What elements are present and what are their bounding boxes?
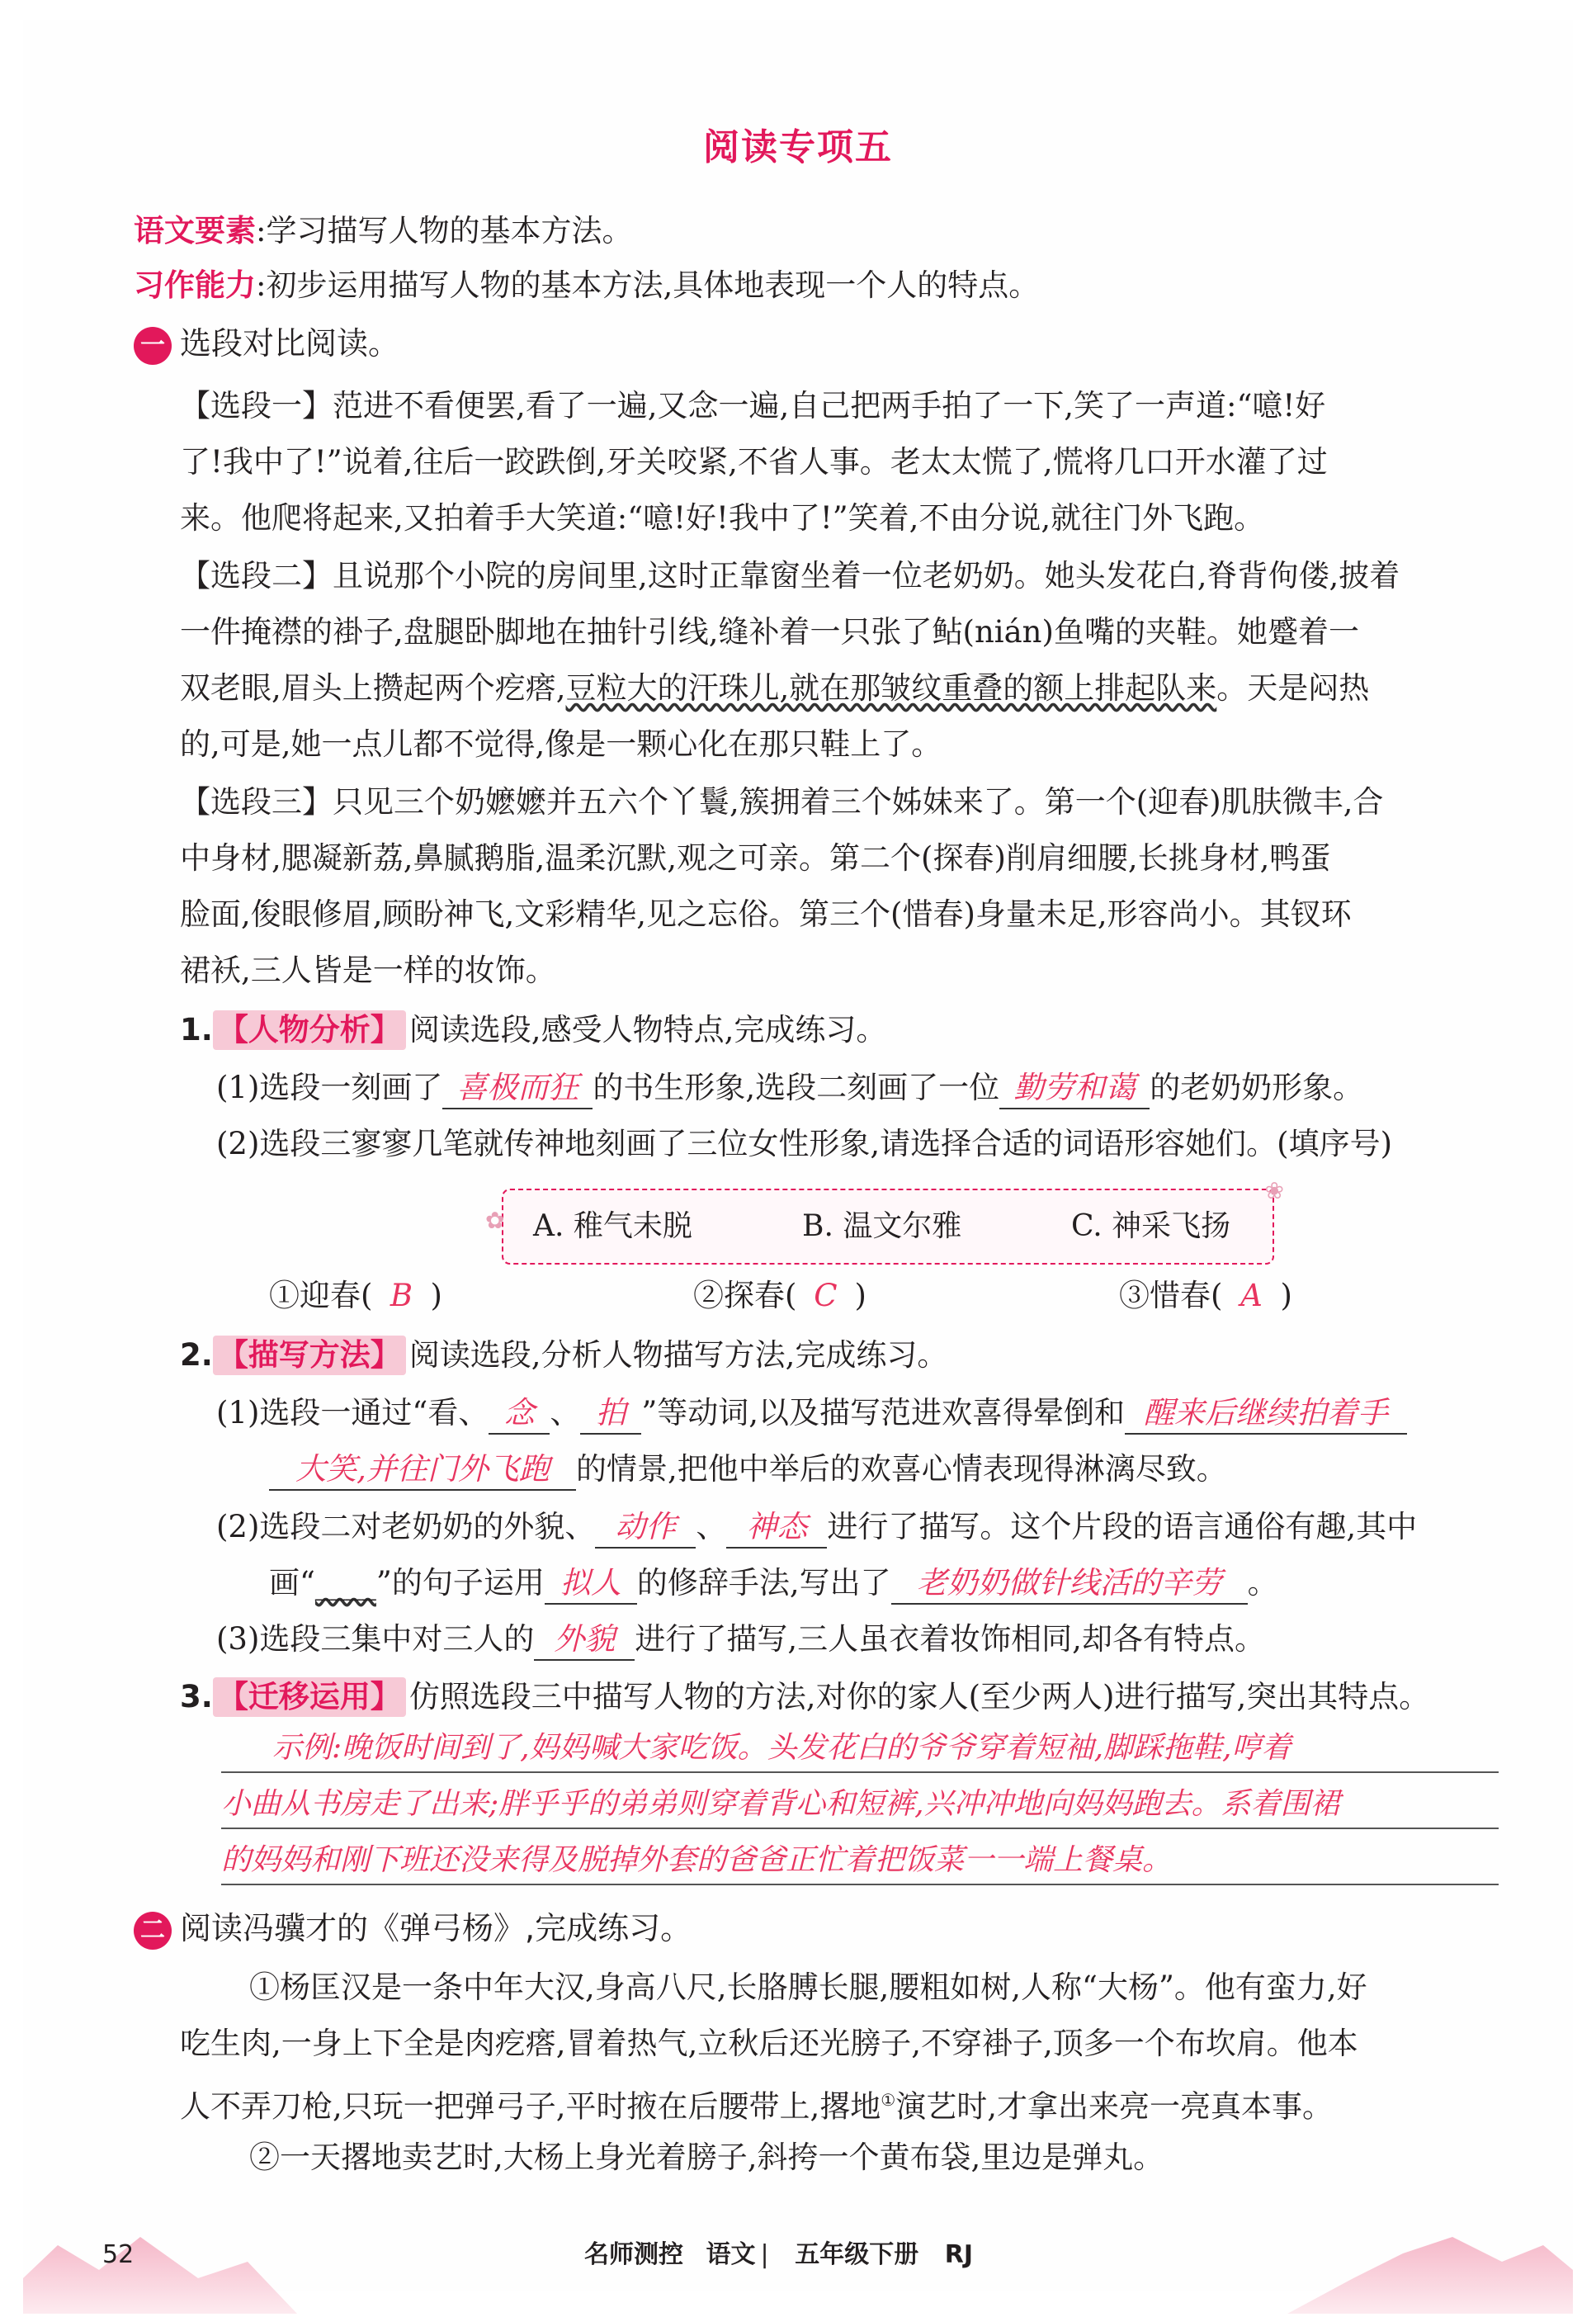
q2-answer-pai[interactable]: 拍 xyxy=(580,1393,641,1435)
question-2-text: 阅读选段,分析人物描写方法,完成练习。 xyxy=(408,1337,948,1373)
footer-subject: 语文 xyxy=(706,2240,756,2269)
question-2-sub-1-cont xyxy=(269,1449,1227,1491)
question-1 xyxy=(180,1010,886,1050)
section-2-line-3-a: 人不弄刀枪,只玩一把弹弓子,平时掖在后腰带上,撂地 xyxy=(180,2088,881,2125)
question-1-tag: 【人物分析】 xyxy=(213,1010,406,1050)
footnote-marker[interactable]: ① xyxy=(881,2090,896,2110)
flower-decoration-icon: ✿ xyxy=(485,1207,505,1234)
writing-line-3 xyxy=(221,1884,1499,1885)
q2-s1-text-b: ”等动词,以及描写范进欢喜得晕倒和 xyxy=(641,1395,1126,1430)
page-number: 52 xyxy=(102,2240,135,2269)
footer-separator: | xyxy=(760,2240,769,2269)
q3-answer-line-2[interactable]: 小曲从书房走了出来;胖乎乎的弟弟则穿着背心和短裤,兴冲冲地向妈妈跑去。系着围裙 xyxy=(221,1787,1340,1821)
q1-answer-2[interactable]: 勤劳和蔼 xyxy=(999,1068,1150,1109)
question-1-text: 阅读选段,感受人物特点,完成练习。 xyxy=(408,1012,887,1047)
blank-close: ) xyxy=(430,1278,442,1313)
question-2-sub-3 xyxy=(216,1620,1265,1661)
section-2-paragraph-1-line-3 xyxy=(180,2080,1333,2126)
blank-yingchun xyxy=(269,1276,442,1316)
q2-s2-text-f: 。 xyxy=(1247,1565,1278,1601)
passage-2-line-3 xyxy=(180,669,1369,708)
option-c: C. 神采飞扬 xyxy=(1071,1209,1231,1243)
q2-s2-text-d: ”的句子运用 xyxy=(375,1565,545,1601)
q2-answer-waimao[interactable]: 外貌 xyxy=(534,1620,635,1661)
question-1-sub-2: (2)选段三寥寥几笔就传神地刻画了三位女性形象,请选择合适的词语形容她们。(填序号) xyxy=(216,1126,1393,1161)
section-1-heading xyxy=(134,324,399,365)
q3-answer-line-1[interactable]: 示例:晚饭时间到了,妈妈喊大家吃饭。头发花白的爷爷穿着短袖,脚踩拖鞋,哼着 xyxy=(272,1731,1291,1765)
section-2-heading-text: 阅读冯骥才的《弹弓杨》,完成练习。 xyxy=(180,1910,692,1946)
q2-s2-text-e: 的修辞手法,写出了 xyxy=(636,1565,891,1601)
q2-s1-text-c: 的情景,把他中举后的欢喜心情表现得淋漓尽致。 xyxy=(576,1451,1227,1487)
blank-yingchun-label: ①迎春( xyxy=(269,1278,373,1313)
question-1-number: 1. xyxy=(180,1012,213,1047)
language-element-label: 语文要素 xyxy=(134,213,256,248)
section-2-line-3-b: 演艺时,才拿出来亮一亮真本事。 xyxy=(895,2088,1333,2125)
question-3 xyxy=(180,1677,1429,1717)
q2-answer-scene-1[interactable]: 醒来后继续拍着手 xyxy=(1125,1393,1407,1435)
q2-wavy-blank: ____ xyxy=(314,1565,376,1601)
writing-ability-line xyxy=(134,266,1039,305)
blank-tanchun-label: ②探春( xyxy=(693,1278,797,1313)
question-2-sub-1 xyxy=(216,1393,1407,1435)
section-2-heading xyxy=(134,1908,692,1950)
writing-ability-text: :初步运用描写人物的基本方法,具体地表现一个人的特点。 xyxy=(256,267,1040,303)
passage-1-line-3: 来。他爬将起来,又拍着手大笑道:“噫!好!我中了!”笑着,不由分说,就往门外飞跑。 xyxy=(180,500,1265,536)
blank-xichun-label: ③惜春( xyxy=(1119,1278,1223,1313)
q2-s2-text-c: 画“ xyxy=(269,1565,315,1601)
flower-decoration-icon: ❀ xyxy=(1264,1177,1284,1204)
q1-sub1-text-a: (1)选段一刻画了 xyxy=(216,1070,443,1105)
question-2 xyxy=(180,1336,947,1375)
passage-3-line-2: 中身材,腮凝新荔,鼻腻鹅脂,温柔沉默,观之可亲。第二个(探春)削肩细腰,长挑身材,鸭蛋 xyxy=(180,840,1331,876)
question-1-sub-1 xyxy=(216,1068,1363,1109)
option-b: B. 温文尔雅 xyxy=(802,1209,962,1243)
passage-2-line-1: 【选段二】且说那个小院的房间里,这时正靠窗坐着一位老奶奶。她头发花白,脊背佝偻,披着 xyxy=(180,558,1400,593)
passage-1-line-2: 了!我中了!”说着,往后一跤跌倒,牙关咬紧,不省人事。老太太慌了,慌将几口开水灌了过 xyxy=(180,444,1328,480)
section-2-paragraph-1-line-1: ①杨匡汉是一条中年大汉,身高八尺,长胳膊长腿,腰粗如树,人称“大杨”。他有蛮力,好 xyxy=(249,1969,1367,2005)
passage-3-line-4: 裙袄,三人皆是一样的妆饰。 xyxy=(180,953,556,988)
section-1-heading-text: 选段对比阅读。 xyxy=(180,325,400,362)
q3-answer-line-3[interactable]: 的妈妈和刚下班还没来得及脱掉外套的爸爸正忙着把饭菜一一端上餐桌。 xyxy=(221,1843,1173,1877)
blank-close: ) xyxy=(1280,1278,1292,1313)
q2-s3-text-a: (3)选段三集中对三人的 xyxy=(216,1621,535,1657)
q2-answer-shentai[interactable]: 神态 xyxy=(726,1507,827,1549)
passage-2-line-3-a: 双老眼,眉头上攒起两个疙瘩, xyxy=(180,670,566,706)
q2-answer-scene-2[interactable]: 大笑,并往门外飞跑 xyxy=(269,1449,576,1491)
q2-s1-text-a: (1)选段一通过“看、 xyxy=(216,1395,489,1430)
question-2-number: 2. xyxy=(180,1337,213,1373)
question-3-text: 仿照选段三中描写人物的方法,对你的家人(至少两人)进行描写,突出其特点。 xyxy=(408,1679,1430,1714)
question-2-tag: 【描写方法】 xyxy=(213,1336,406,1375)
writing-line-2 xyxy=(221,1828,1499,1829)
question-2-sub-2 xyxy=(216,1507,1417,1549)
q1-sub1-text-b: 的书生形象,选段二刻画了一位 xyxy=(593,1070,1000,1105)
blank-yingchun-answer[interactable]: B xyxy=(390,1278,413,1313)
question-3-number: 3. xyxy=(180,1679,213,1714)
passage-1-line-1: 【选段一】范进不看便罢,看了一遍,又念一遍,自己把两手拍了一下,笑了一声道:“噫!好 xyxy=(180,388,1326,423)
q1-sub1-text-c: 的老奶奶形象。 xyxy=(1150,1070,1364,1105)
passage-2-line-2: 一件掩襟的褂子,盘腿卧脚地在抽针引线,缝补着一只张了鲇(nián)鱼嘴的夹鞋。她蹙着一 xyxy=(180,614,1359,650)
q2-s2-text-b: 进行了描写。这个片段的语言通俗有趣,其中 xyxy=(827,1509,1418,1544)
blank-tanchun-answer[interactable]: C xyxy=(814,1278,838,1313)
language-element-line xyxy=(134,211,632,251)
q1-answer-1[interactable]: 喜极而狂 xyxy=(442,1068,593,1109)
footer-edition: RJ xyxy=(944,2240,974,2269)
q2-answer-xinlao[interactable]: 老奶奶做针线活的辛劳 xyxy=(891,1563,1248,1605)
footer-book-info xyxy=(584,2239,973,2272)
q2-s2-sep: 、 xyxy=(696,1509,727,1544)
passage-2-line-3-c: 。天是闷热 xyxy=(1216,670,1370,706)
page-title: 阅读专项五 xyxy=(703,126,893,168)
footer-grade: 五年级下册 xyxy=(795,2240,919,2269)
blank-xichun-answer[interactable]: A xyxy=(1240,1278,1263,1313)
q2-s1-sep: 、 xyxy=(550,1395,581,1430)
blank-close: ) xyxy=(854,1278,866,1313)
q2-answer-niren[interactable]: 拟人 xyxy=(545,1563,637,1605)
section-2-paragraph-1-line-2: 吃生肉,一身上下全是肉疙瘩,冒着热气,立秋后还光膀子,不穿褂子,顶多一个布坎肩。他本 xyxy=(180,2026,1358,2061)
section-1-badge: 一 xyxy=(134,327,172,365)
section-2-badge: 二 xyxy=(134,1912,172,1950)
q2-s3-text-b: 进行了描写,三人虽衣着妆饰相同,却各有特点。 xyxy=(635,1621,1265,1657)
q2-s2-text-a: (2)选段二对老奶奶的外貌、 xyxy=(216,1509,596,1544)
blank-tanchun xyxy=(693,1276,866,1316)
question-3-tag: 【迁移运用】 xyxy=(213,1677,406,1717)
q2-answer-dongzuo[interactable]: 动作 xyxy=(595,1507,696,1549)
option-a: A. 稚气未脱 xyxy=(533,1209,692,1243)
passage-2-wavy-sentence: 豆粒大的汗珠儿,就在那皱纹重叠的额上排起队来 xyxy=(565,670,1217,706)
passage-3-line-3: 脸面,俊眼修眉,顾盼神飞,文彩精华,见之忘俗。第三个(惜春)身量未足,形容尚小。其钗环 xyxy=(180,896,1352,932)
passage-2-line-4: 的,可是,她一点儿都不觉得,像是一颗心化在那只鞋上了。 xyxy=(180,726,942,762)
writing-line-1 xyxy=(221,1771,1499,1773)
question-2-sub-2-cont xyxy=(269,1563,1278,1605)
section-2-paragraph-2-line-1: ②一天撂地卖艺时,大杨上身光着膀子,斜挎一个黄布袋,里边是弹丸。 xyxy=(249,2140,1164,2175)
language-element-text: :学习描写人物的基本方法。 xyxy=(256,213,633,248)
options-box xyxy=(485,1177,1284,1265)
blank-xichun xyxy=(1119,1276,1292,1316)
q2-answer-nian[interactable]: 念 xyxy=(489,1393,550,1435)
passage-3-line-1: 【选段三】只见三个奶嬷嬷并五六个丫鬟,簇拥着三个姊妹来了。第一个(迎春)肌肤微丰,合 xyxy=(180,784,1384,820)
footer-book: 名师测控 xyxy=(584,2240,683,2269)
writing-ability-label: 习作能力 xyxy=(134,267,256,303)
